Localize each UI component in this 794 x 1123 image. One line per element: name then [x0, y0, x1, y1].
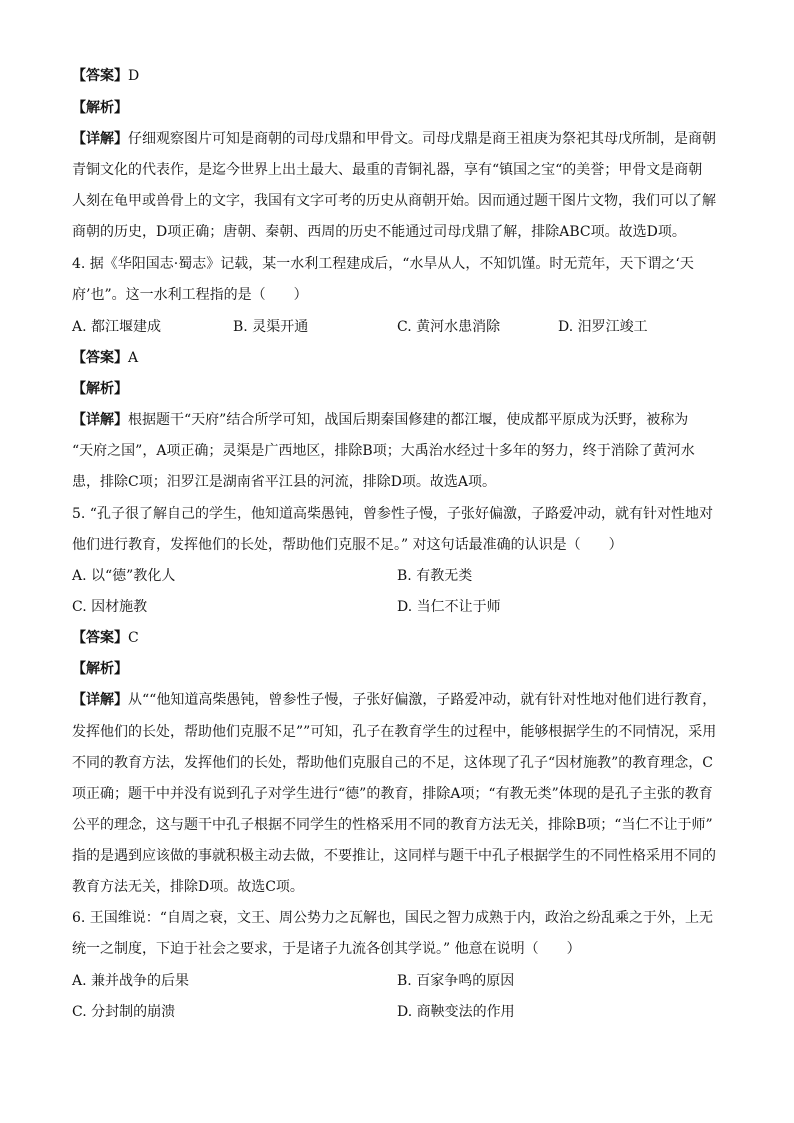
q5-option-b: B. 有教无类 [397, 568, 473, 584]
q4-detail-line-2: “天府之国”，A项正确；灵渠是广西地区，排除B项；大禹治水经过十多年的努力，终于消除了黄河水 [72, 443, 695, 459]
q5-analysis-label: 【解析】 [72, 661, 128, 677]
q4-detail-line-1 [72, 410, 688, 430]
q4-analysis-label: 【解析】 [72, 381, 128, 397]
q4-stem-line-2: 府’也”。这一水利工程指的是（ ） [72, 287, 308, 303]
q3-detail-line-2: 青铜文化的代表作，是迄今世界上出土最大、最重的青铜礼器，享有“镇国之宝“的美誉；甲骨文是商朝 [72, 162, 703, 178]
q5-stem-line-2: 他们进行教育，发挥他们的长处，帮助他们克服不足。” 对这句话最准确的认识是（ ） [72, 537, 623, 553]
q3-detail-text-1: 仔细观察图片可知是商朝的司母戊鼎和甲骨文。司母戊鼎是商王祖庚为祭祀其母戊所制，是商朝 [128, 131, 716, 147]
q6-stem-line-1: 6. 王国维说：“自周之衰，文王、周公势力之瓦解也，国民之智力成熟于内，政治之纷乱乘之于外，上无 [72, 910, 713, 926]
q5-detail-line-6: 指的是遇到应该做的事就积极主动去做，不要推让，这同样与题干中孔子根据学生的不同性格采用不同的 [72, 848, 716, 864]
q3-analysis-label: 【解析】 [72, 100, 128, 116]
q3-answer: D [128, 68, 140, 84]
detail-label: 【详解】 [72, 131, 128, 147]
answer-label: 【答案】 [72, 68, 128, 84]
q4-answer: A [128, 350, 139, 366]
q4-detail-line-3: 患，排除C项；汨罗江是湖南省平江县的河流，排除D项。故选A项。 [72, 474, 497, 490]
detail-label: 【详解】 [72, 412, 128, 428]
answer-label: 【答案】 [72, 350, 128, 366]
q4-option-a: A. 都江堰建成 [72, 319, 162, 335]
q6-option-d: D. 商鞅变法的作用 [397, 1004, 515, 1020]
q4-answer-line [72, 348, 138, 368]
q3-detail-line-1 [72, 129, 716, 149]
detail-label: 【详解】 [72, 692, 128, 708]
q5-answer: C [128, 630, 139, 646]
q3-detail-line-4: 商朝的历史，D项正确；唐朝、秦朝、西周的历史不能通过司母戊鼎了解，排除ABC项。故选D项。 [72, 224, 686, 240]
q3-detail-line-3: 人刻在龟甲或兽骨上的文字，我国有文字可考的历史从商朝开始。因而通过题干图片文物，我们可以了解 [72, 193, 716, 209]
q5-detail-line-2: 发挥他们的长处，帮助他们克服不足””可知，孔子在教育学生的过程中，能够根据学生的不同情况，采用 [72, 724, 717, 740]
q5-answer-line [72, 628, 139, 648]
q4-option-c: C. 黄河水患消除 [397, 319, 501, 335]
q6-stem-line-2: 统一之制度，下迫于社会之要求，于是诸子九流各创其学说。” 他意在说明（ ） [72, 941, 581, 957]
q5-option-c: C. 因材施教 [72, 599, 148, 615]
q5-option-a: A. 以“德”教化人 [72, 568, 176, 584]
q5-option-d: D. 当仁不让于师 [397, 599, 501, 615]
q3-answer-line [72, 66, 139, 86]
q6-option-a: A. 兼并战争的后果 [72, 973, 190, 989]
q5-detail-line-1 [72, 690, 716, 710]
q4-detail-text-1: 根据题干“天府”结合所学可知，战国后期秦国修建的都江堰，使成都平原成为沃野，被称为 [128, 412, 689, 428]
q6-option-b: B. 百家争鸣的原因 [397, 973, 515, 989]
q5-detail-line-5: 公平的理念，这与题干中孔子根据不同学生的性格采用不同的教育方法无关，排除B项；“当仁不让于师” [72, 817, 713, 833]
q4-option-d: D. 汨罗江竣工 [558, 319, 648, 335]
q6-option-c: C. 分封制的崩溃 [72, 1004, 176, 1020]
q5-detail-line-7: 教育方法无关，排除D项。故选C项。 [72, 879, 304, 895]
q5-detail-line-3: 不同的教育方法，发挥他们的长处，帮助他们克服自己的不足，这体现了孔子“因材施教”的教育理念，C [72, 755, 714, 771]
q5-stem-line-1: 5. “孔子很了解自己的学生，他知道高柴愚钝，曾参性子慢，子张好偏激，子路爱冲动，就有针对性地对 [72, 506, 713, 522]
q4-option-b: B. 灵渠开通 [233, 319, 309, 335]
q5-detail-text-1: 从““他知道高柴愚钝，曾参性子慢，子张好偏激，子路爱冲动，就有针对性地对他们进行教育， [128, 692, 717, 708]
q4-stem-line-1: 4. 据《华阳国志·蜀志》记载，某一水利工程建成后，“水旱从人，不知饥馑。时无荒年，天下谓之‘天 [72, 256, 694, 272]
answer-label: 【答案】 [72, 630, 128, 646]
q5-detail-line-4: 项正确；题干中并没有说到孔子对学生进行“德”的教育，排除A项；“有教无类”体现的是孔子主张的教育 [72, 786, 713, 802]
